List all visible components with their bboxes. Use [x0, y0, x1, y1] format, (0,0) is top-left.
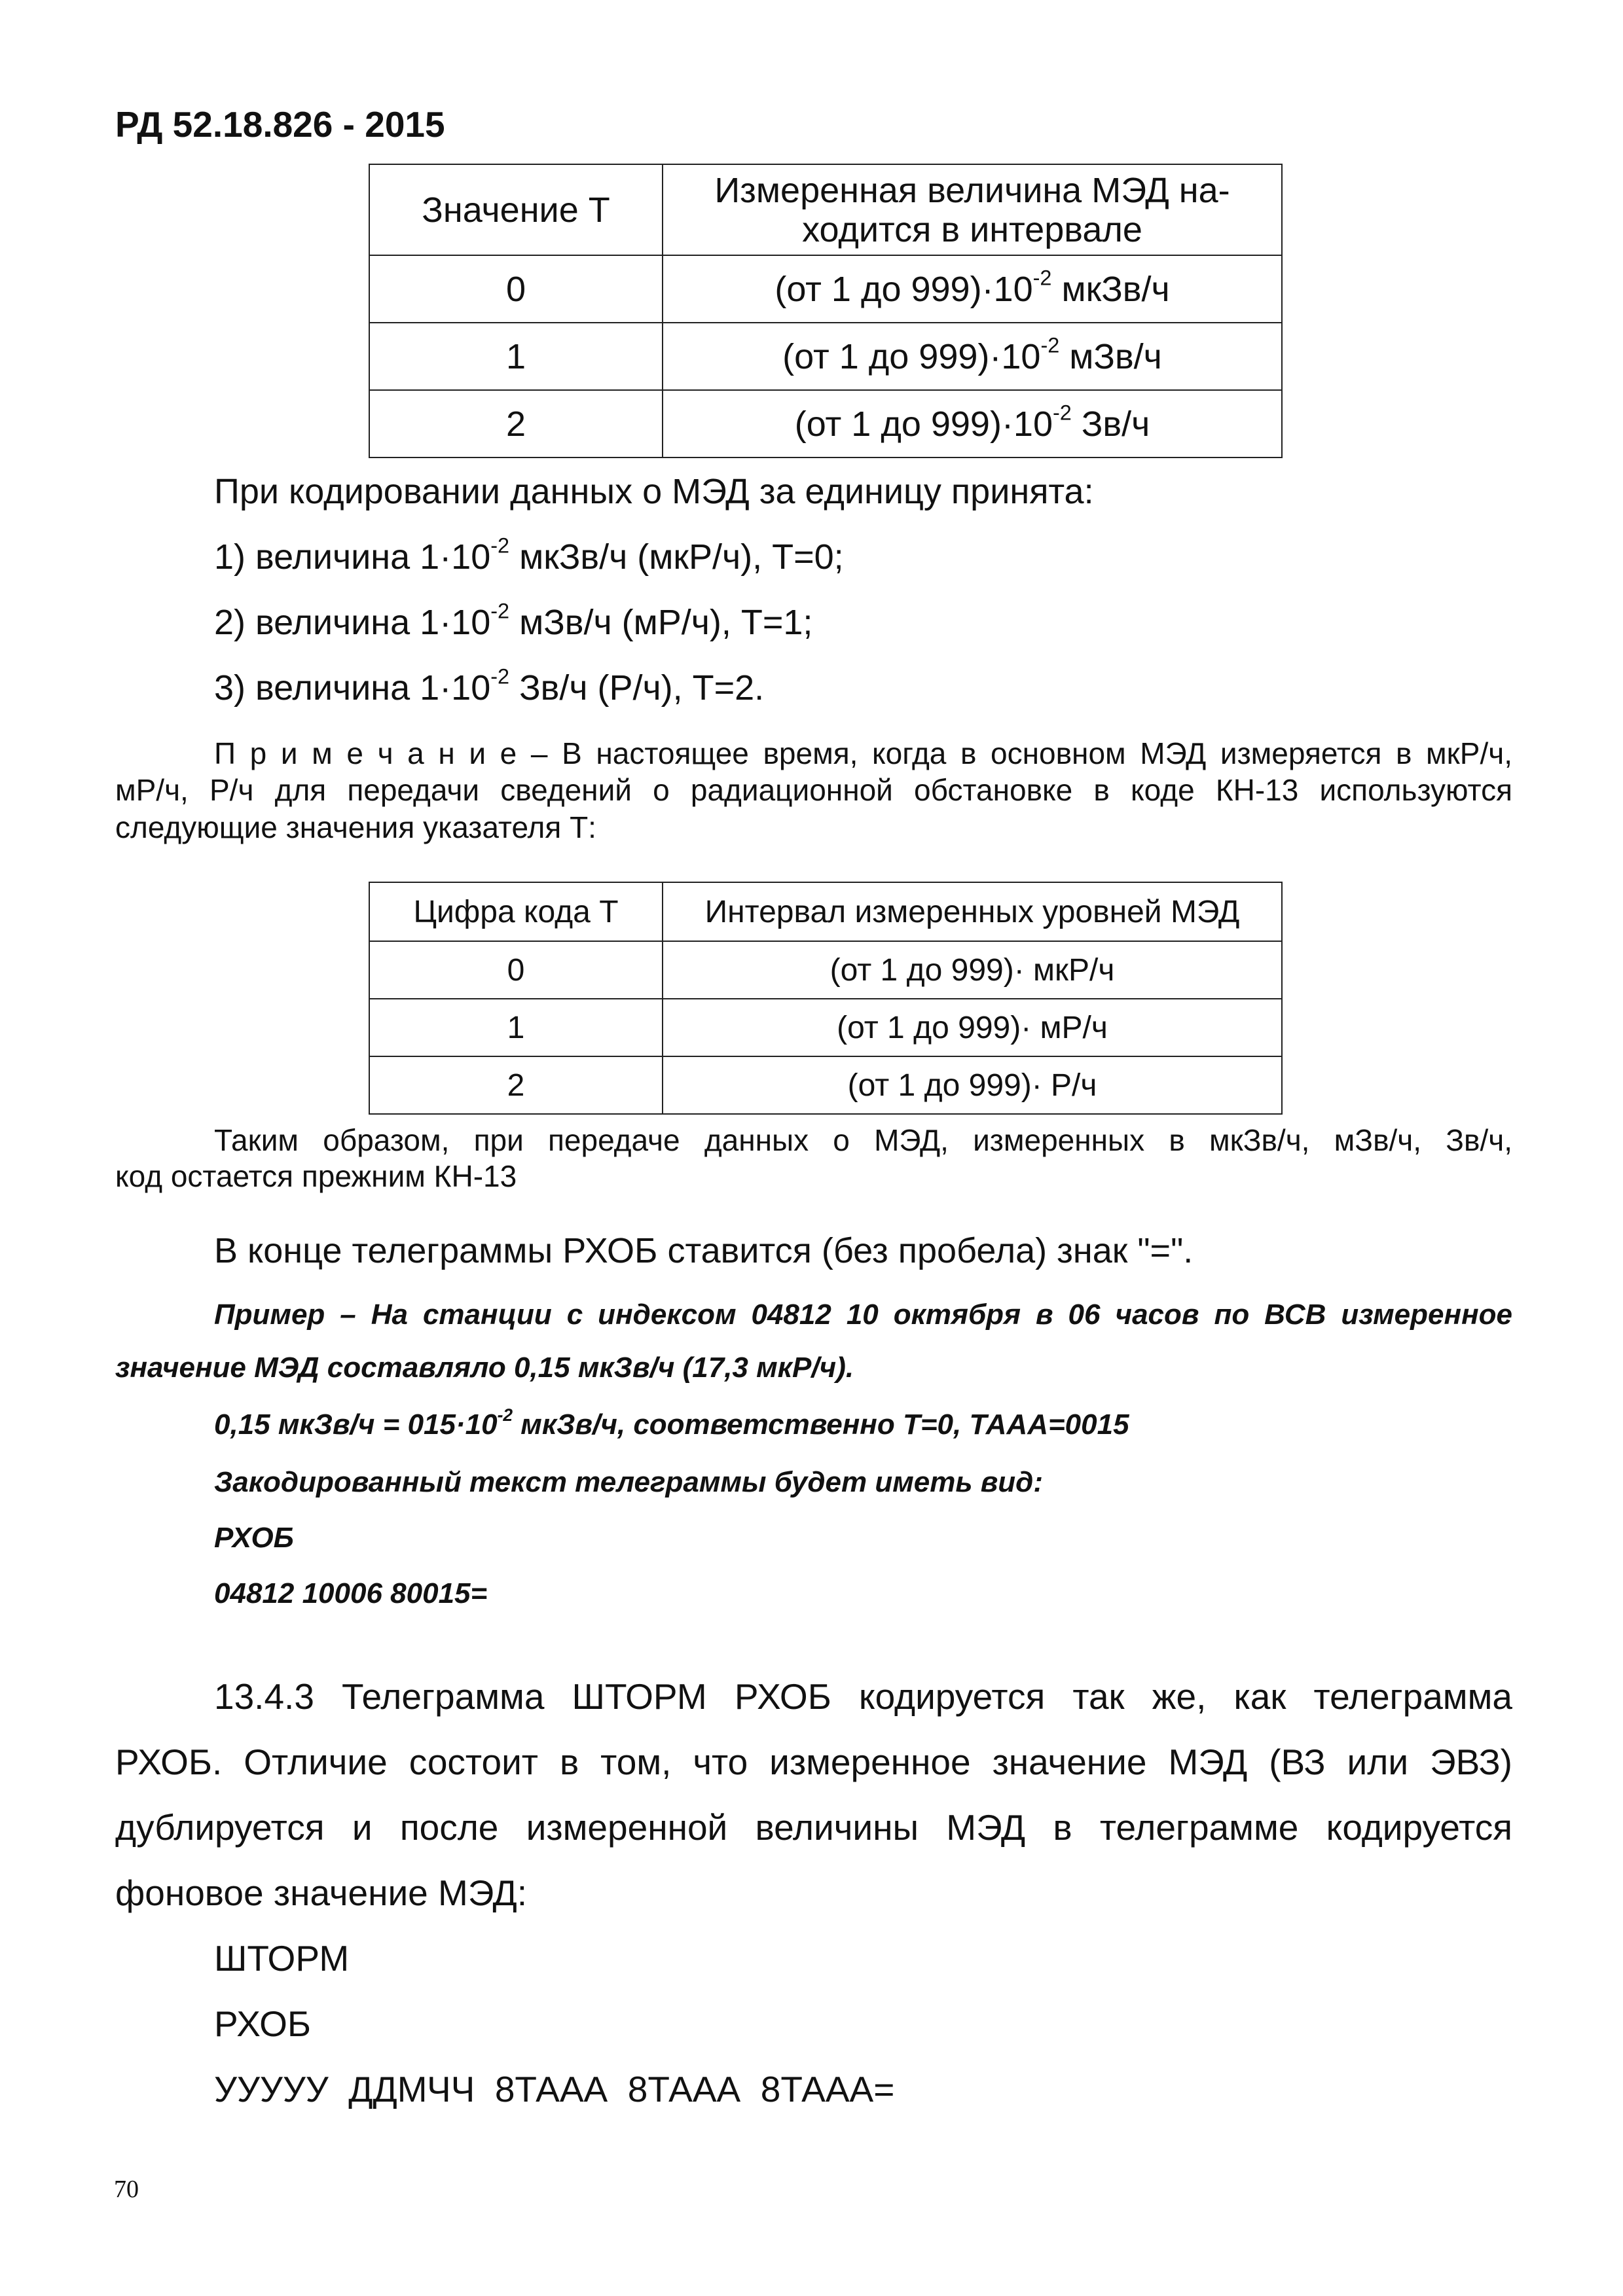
cell-interval: (от 1 до 999)· мР/ч [663, 999, 1282, 1056]
coding-item: 1) величина $1\cdot 10^{-2}$ мкЗв/ч (мкР/ч), Т=0; [214, 533, 844, 577]
cell-t: 2 [369, 1056, 663, 1114]
section-line: дублируется и после измеренной величины МЭД в телеграмме кодируется [115, 1807, 1512, 1848]
cell-interval: (от 1 до 999)· мкР/ч [663, 941, 1282, 999]
table-row [369, 941, 1282, 999]
coding-intro: При кодировании данных о МЭД за единицу принята: [214, 472, 1094, 511]
cell-interval: (от 1 до $999)\cdot 10^{-2}$ мЗв/ч [663, 323, 1282, 390]
med-unit-table [369, 164, 1283, 458]
column-header-line: ходится в интервале [802, 209, 1142, 249]
cell-t: 0 [369, 255, 663, 323]
section-line: 13.4.3 Телеграмма ШТОРМ РХОБ кодируется так же, как телеграмма [214, 1676, 1512, 1717]
column-header-t: Значение Т [369, 164, 663, 255]
example-encoded-label: Закодированный текст телеграммы будет иметь вид: [214, 1466, 1044, 1498]
cell-interval: (от 1 до $999)\cdot 10^{-2}$ Зв/ч [663, 390, 1282, 457]
example-calc: 0,15 мкЗв/ч = $015\cdot 10^{-2}$ мкЗв/ч, соответственно Т=0, ТААА=0015 [214, 1405, 1129, 1441]
section-code-line: РХОБ [214, 2003, 311, 2044]
end-sign-paragraph: В конце телеграммы РХОБ ставится (без пробела) знак "=". [214, 1231, 1194, 1270]
example-line: значение МЭД составляло 0,15 мкЗв/ч (17,3 мкР/ч). [115, 1352, 854, 1384]
cell-t: 0 [369, 941, 663, 999]
paragraph-line: код остается прежним КН-13 [115, 1159, 517, 1193]
example-code-line: 04812 10006 80015= [214, 1577, 488, 1609]
cell-t: 1 [369, 323, 663, 390]
coding-item: 3) величина $1\cdot 10^{-2}$ Зв/ч (Р/ч), Т=2. [214, 664, 765, 708]
cell-interval: (от 1 до $999)\cdot 10^{-2}$ мкЗв/ч [663, 255, 1282, 323]
paragraph-line: Таким образом, при передаче данных о МЭД, измеренных в мкЗв/ч, мЗв/ч, Зв/ч, [214, 1123, 1512, 1157]
column-header-line: Измеренная величина МЭД на- [714, 170, 1230, 210]
cell-interval: (от 1 до 999)· Р/ч [663, 1056, 1282, 1114]
table-row [369, 999, 1282, 1056]
code-digit-table [369, 882, 1283, 1115]
table-row [369, 255, 1282, 323]
section-code-line: ШТОРМ [214, 1938, 350, 1979]
section-code-line: УУУУУ ДДМЧЧ 8ТААА 8ТААА 8ТААА= [214, 2069, 895, 2109]
column-header-code-digit: Цифра кода Т [369, 882, 663, 941]
cell-t: 1 [369, 999, 663, 1056]
example-line: Пример – На станции с индексом 04812 10 октября в 06 часов по ВСВ измеренное [214, 1299, 1512, 1331]
table-header-row [369, 882, 1282, 941]
column-header-levels: Интервал измеренных уровней МЭД [663, 882, 1282, 941]
cell-t: 2 [369, 390, 663, 457]
note-line: следующие значения указателя Т: [115, 810, 596, 844]
section-line: фоновое значение МЭД: [115, 1873, 528, 1913]
note-line: мР/ч, Р/ч для передачи сведений о радиационной обстановке в коде КН-13 используются [115, 773, 1512, 807]
page-number: 70 [114, 2176, 139, 2203]
table-header-row [369, 164, 1282, 255]
table-row [369, 1056, 1282, 1114]
coding-item: 2) величина $1\cdot 10^{-2}$ мЗв/ч (мР/ч), Т=1; [214, 599, 813, 642]
section-line: РХОБ. Отличие состоит в том, что измеренное значение МЭД (ВЗ или ЭВЗ) [115, 1742, 1512, 1782]
note-line: П р и м е ч а н и е – В настоящее время, когда в основном МЭД измеряется в мкР/ч, [214, 736, 1512, 770]
example-code-line: РХОБ [214, 1522, 294, 1554]
column-header-interval [663, 164, 1282, 255]
table-row [369, 323, 1282, 390]
table-row [369, 390, 1282, 457]
document-header: РД 52.18.826 - 2015 [115, 104, 445, 145]
